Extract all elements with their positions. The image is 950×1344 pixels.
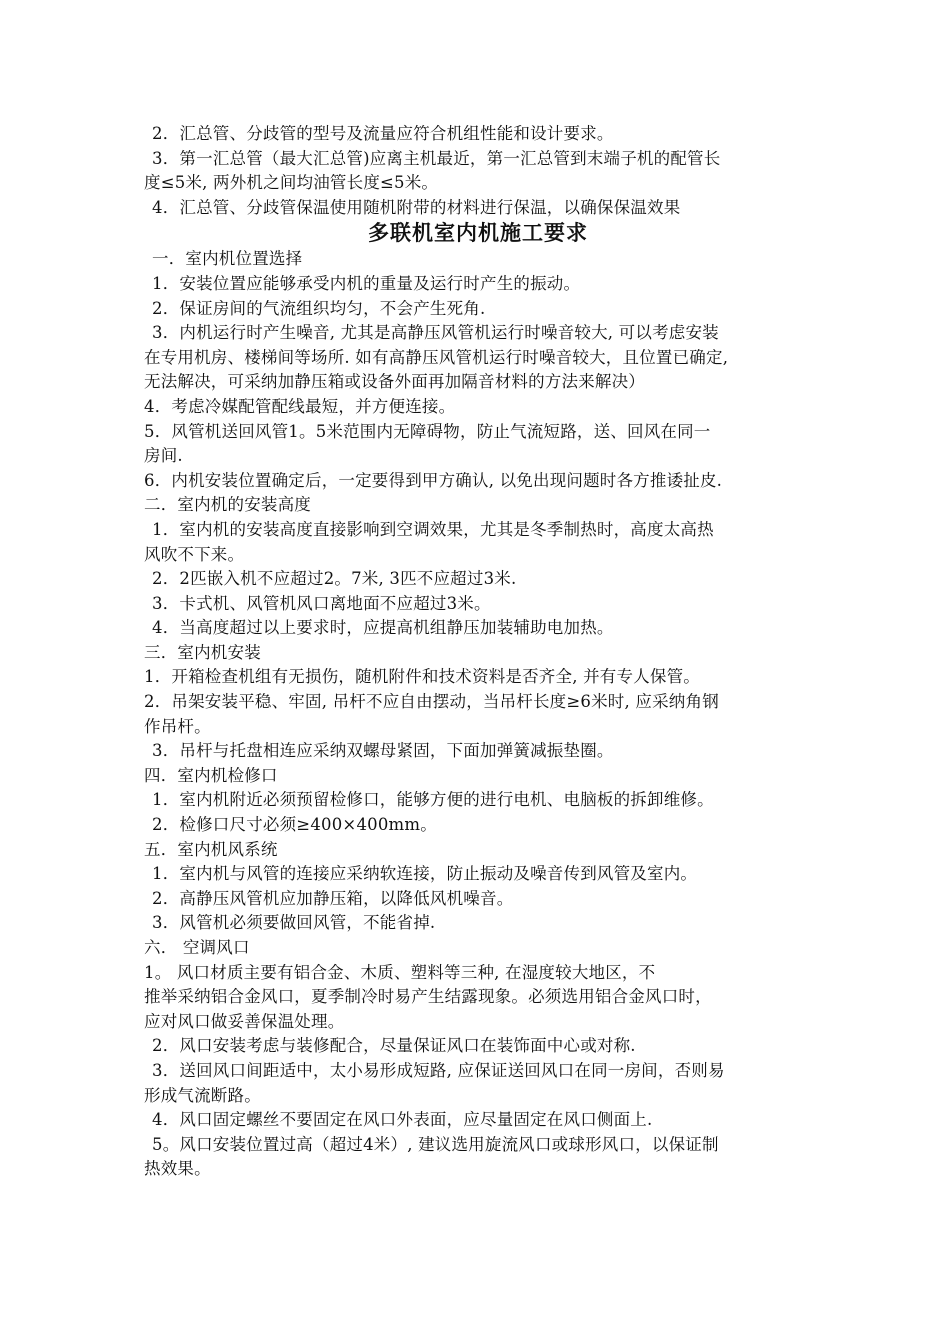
text-line: 风吹不下来。	[144, 544, 245, 564]
text-line: 1．室内机与风管的连接应采纳软连接，防止振动及噪音传到风管及室内。	[152, 864, 698, 884]
section-title: 多联机室内机施工要求	[368, 220, 588, 246]
text-line: 形成气流断路。	[144, 1085, 261, 1105]
text-line: 作吊杆。	[144, 716, 211, 736]
text-line: 度≤5米, 两外机之间均油管长度≤5米。	[144, 173, 439, 193]
text-line: 5．风管机送回风管1。5米范围内无障碍物，防止气流短路，送、回风在同一	[144, 421, 711, 441]
text-line: 4．当高度超过以上要求时，应提高机组静压加装辅助电加热。	[152, 618, 614, 638]
body-section	[144, 247, 812, 1182]
text-line: 3．吊杆与托盘相连应采纳双螺母紧固，下面加弹簧减振垫圈。	[152, 741, 614, 761]
text-line: 3．卡式机、风管机风口离地面不应超过3米。	[152, 593, 491, 613]
text-line: 2．保证房间的气流组织均匀，不会产生死角.	[152, 298, 486, 318]
text-line: 热效果。	[144, 1159, 211, 1179]
text-line: 五．室内机风系统	[144, 839, 278, 859]
text-line: 5。风口安装位置过高（超过4米）, 建议选用旋流风口或球形风口，以保证制	[152, 1134, 719, 1154]
text-line: 2．风口安装考虑与装修配合，尽量保证风口在装饰面中心或对称.	[152, 1036, 636, 1056]
text-line: 1．室内机附近必须预留检修口，能够方便的进行电机、电脑板的拆卸维修。	[152, 790, 714, 810]
text-line: 2．检修口尺寸必须≥400×400mm。	[152, 815, 437, 835]
text-line: 1。 风口材质主要有铝合金、木质、塑料等三种, 在湿度较大地区，不	[144, 962, 656, 982]
text-line: 推举采纳铝合金风口，夏季制冷时易产生结露现象。必须选用铝合金风口时，	[144, 987, 712, 1007]
text-line: 三．室内机安装	[144, 642, 261, 662]
text-line: 2．汇总管、分歧管的型号及流量应符合机组性能和设计要求。	[152, 124, 614, 143]
text-line: 6．内机安装位置确定后，一定要得到甲方确认, 以免出现问题时各方推诿扯皮.	[144, 470, 723, 490]
text-line: 2．吊架安装平稳、牢固, 吊杆不应自由摆动，当吊杆长度≥6米时, 应采纳角钢	[144, 692, 719, 712]
text-line: 四．室内机检修口	[144, 765, 278, 785]
text-line: 1．室内机的安装高度直接影响到空调效果，尤其是冬季制热时，高度太高热	[152, 519, 714, 539]
text-line: 1．安装位置应能够承受内机的重量及运行时产生的振动。	[152, 273, 581, 293]
text-line: 一．室内机位置选择	[152, 249, 303, 269]
text-line: 3．第一汇总管（最大汇总管)应离主机最近，第一汇总管到末端子机的配管长	[152, 148, 721, 168]
text-line: 2．2匹嵌入机不应超过2。7米, 3匹不应超过3米.	[152, 569, 517, 589]
text-line: 2．高静压风管机应加静压箱，以降低风机噪音。	[152, 888, 514, 908]
text-line: 房间.	[144, 446, 183, 466]
text-line: 六． 空调风口	[144, 938, 250, 957]
text-line: 3．风管机必须要做回风管，不能省掉.	[152, 913, 436, 933]
text-line: 在专用机房、楼梯间等场所. 如有高静压风管机运行时噪音较大，且位置已确定,	[144, 347, 729, 367]
text-line: 4．汇总管、分歧管保温使用随机附带的材料进行保温，以确保保温效果	[152, 197, 681, 217]
text-line: 4．考虑冷媒配管配线最短，并方便连接。	[144, 396, 456, 416]
text-line: 二．室内机的安装高度	[144, 495, 311, 515]
text-line: 1．开箱检查机组有无损伤，随机附件和技术资料是否齐全, 并有专人保管。	[144, 667, 700, 687]
text-line: 3．内机运行时产生噪音, 尤其是高静压风管机运行时噪音较大, 可以考虑安装	[152, 323, 719, 343]
text-line: 应对风口做妥善保温处理。	[144, 1011, 345, 1031]
text-line: 无法解决，可采纳加静压箱或设备外面再加隔音材料的方法来解决）	[144, 372, 645, 392]
text-line: 4．风口固定螺丝不要固定在风口外表面，应尽量固定在风口侧面上.	[152, 1110, 653, 1130]
top-section	[144, 122, 812, 220]
text-line: 3．送回风口间距适中，太小易形成短路, 应保证送回风口在同一房间，否则易	[152, 1060, 725, 1080]
